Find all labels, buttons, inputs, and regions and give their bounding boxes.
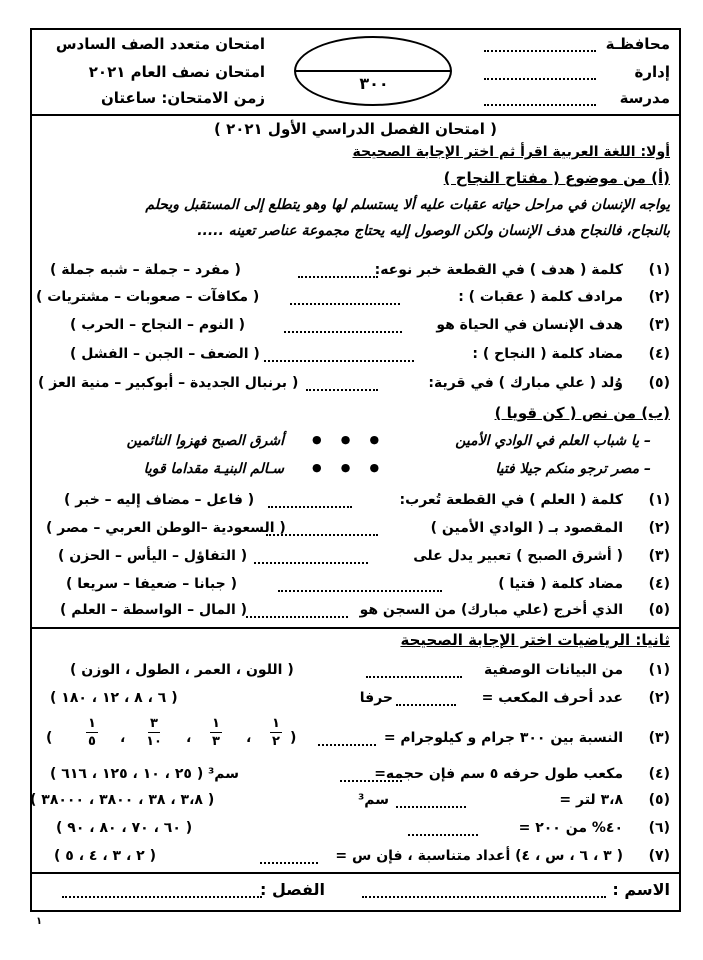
score-ellipse-divider bbox=[296, 70, 450, 72]
administration-label: إدارة bbox=[634, 63, 670, 81]
m-q5-number: (٥) bbox=[648, 792, 670, 808]
m-q3-close-paren: ) bbox=[46, 730, 53, 746]
b-q5-number: (٥) bbox=[648, 602, 670, 618]
passage-line-1: يواجه الإنسان في مراحل حياته عقبات عليه ألا يستسلم لها وهو يتطلع إلى المستقبل ويحلم bbox=[145, 197, 670, 213]
school-dots bbox=[484, 104, 596, 106]
governorate-dots bbox=[484, 50, 596, 52]
m-q3-sep-3: ، bbox=[120, 730, 126, 746]
student-name-label: الاسم : bbox=[612, 880, 670, 899]
verse-2-right: – مصر ترجو منكم جيلا فتيا bbox=[495, 461, 651, 477]
verse-2-separator: ● ● ● bbox=[312, 461, 380, 474]
m-q6-number: (٦) bbox=[648, 820, 670, 836]
page-number: ١ bbox=[36, 916, 43, 927]
a-q2-blank bbox=[290, 303, 400, 305]
a-q2-stem: مرادف كلمة ( عقبات ) : bbox=[458, 289, 623, 305]
a-q4-blank bbox=[264, 360, 414, 362]
header-separator bbox=[30, 114, 681, 116]
m-q3-stem: النسبة بين ٣٠٠ جرام و كيلوجرام = bbox=[383, 730, 623, 746]
class-field[interactable] bbox=[62, 896, 262, 898]
b-q1-number: (١) bbox=[648, 492, 670, 508]
m-q3-fraction-2-num: ١ bbox=[212, 716, 220, 731]
b-q1-stem: كلمة ( العلم ) في القطعة تُعرب: bbox=[399, 492, 623, 508]
total-score: ٣٠٠ bbox=[359, 74, 389, 93]
b-q4-choices: ( جبانا – ضعيفا – سريعا ) bbox=[66, 576, 237, 592]
m-q7-choices: ( ٢ ، ٣ ، ٤ ، ٥ ) bbox=[54, 848, 156, 864]
b-q1-choices: ( فاعل – مضاف إليه – خبر ) bbox=[64, 492, 255, 508]
m-q5-choices: ( ٣،٨ ، ٣٨ ، ٣٨٠٠ ، ٣٨٠٠٠ ) bbox=[30, 792, 215, 808]
m-q3-open-paren: ( bbox=[290, 730, 297, 746]
m-q2-choices: ( ٦ ، ٨ ، ١٢ ، ١٨٠ ) bbox=[50, 690, 178, 706]
footer-separator bbox=[30, 872, 681, 874]
m-q6-stem: ٤٠% من ٢٠٠ = bbox=[518, 820, 623, 836]
m-q4-stem: مكعب طول حرفه ٥ سم فإن حجمه= bbox=[374, 766, 623, 782]
m-q7-stem: ( ٣ ، ٦ ، س ، ٤) أعداد متناسبة ، فإن س = bbox=[335, 848, 623, 864]
m-q4-blank bbox=[340, 780, 402, 782]
a-q1-choices: ( مفرد – جملة – شبه جملة ) bbox=[50, 262, 241, 278]
a-q2-choices: ( مكافآت – صعوبات – مشتريات ) bbox=[36, 289, 260, 305]
m-q3-fraction-1 bbox=[268, 716, 284, 749]
a-q5-stem: وُلد ( علي مبارك ) في قرية: bbox=[428, 375, 623, 391]
math-section-title: ثانيا: الرياضيات اختر الإجابة الصحيحة bbox=[400, 631, 670, 649]
a-q4-choices: ( الضعف – الجبن – الفشل ) bbox=[70, 346, 260, 362]
b-q4-blank bbox=[278, 590, 442, 592]
b-q3-choices: ( التفاؤل – اليأس – الحزن ) bbox=[58, 548, 248, 564]
b-q5-stem: الذي أخرج (علي مبارك) من السجن هو bbox=[359, 602, 623, 618]
school-label: مدرسة bbox=[619, 89, 670, 107]
passage-line-2: بالنجاح، فالنجاح هدف الإنسان ولكن الوصول إليه يحتاج مجموعة عناصر تعينه ..... bbox=[197, 223, 670, 239]
exam-title: ( امتحان الفصل الدراسي الأول ٢٠٢١ ) bbox=[214, 120, 497, 138]
part-a-title: (أ) من موضوع ( مفتاح النجاح ) bbox=[443, 169, 670, 187]
arabic-section-title: أولا: اللغة العربية اقرأ ثم اختر الإجابة الصحيحة bbox=[352, 144, 670, 160]
a-q3-number: (٣) bbox=[648, 317, 670, 333]
a-q5-blank bbox=[306, 389, 378, 391]
a-q3-stem: هدف الإنسان في الحياة هو bbox=[436, 317, 623, 333]
m-q5-stem: ٣،٨ لتر = bbox=[559, 792, 623, 808]
verse-1-right: – يا شباب العلم في الوادي الأمين bbox=[455, 433, 651, 449]
m-q3-fraction-2-den: ٣ bbox=[212, 734, 220, 749]
m-q3-blank bbox=[318, 744, 376, 746]
part-b-title: (ب) من نص ( كن قويا ) bbox=[494, 404, 670, 422]
m-q7-blank bbox=[260, 862, 318, 864]
m-q2-blank bbox=[396, 704, 456, 706]
a-q1-blank bbox=[298, 276, 378, 278]
m-q3-fraction-3-den: ١٠ bbox=[146, 734, 162, 749]
m-q3-sep-1: ، bbox=[246, 730, 252, 746]
m-q3-fraction-3-num: ٣ bbox=[150, 716, 158, 731]
b-q2-stem: المقصود بـ ( الوادي الأمين ) bbox=[430, 520, 623, 536]
a-q3-blank bbox=[284, 331, 402, 333]
m-q3-fraction-4-den: ٥ bbox=[88, 734, 96, 749]
m-q3-fraction-1-den: ٢ bbox=[272, 734, 280, 749]
m-q3-fraction-4 bbox=[84, 716, 100, 749]
m-q2-number: (٢) bbox=[648, 690, 670, 706]
verse-1-separator: ● ● ● bbox=[312, 433, 380, 446]
m-q4-choices: سم³ ( ٢٥ ، ١٠ ، ١٢٥ ، ٦١٦ ) bbox=[50, 766, 240, 782]
m-q3-number: (٣) bbox=[648, 730, 670, 746]
b-q5-blank bbox=[246, 616, 348, 618]
m-q1-choices: ( اللون ، العمر ، الطول ، الوزن ) bbox=[70, 662, 294, 678]
b-q3-blank bbox=[254, 562, 368, 564]
a-q5-choices: ( برنبال الجديدة – أبوكبير – منية العز ) bbox=[38, 375, 299, 391]
verse-1-left: أشرق الصبح فهزوا النائمين bbox=[126, 433, 284, 449]
governorate-label: محافظـة bbox=[605, 35, 670, 53]
m-q1-number: (١) bbox=[648, 662, 670, 678]
m-q3-sep-2: ، bbox=[186, 730, 192, 746]
b-q5-choices: ( المال – الواسطة – العلم ) bbox=[60, 602, 248, 618]
m-q4-number: (٤) bbox=[648, 766, 670, 782]
a-q2-number: (٢) bbox=[648, 289, 670, 305]
b-q4-number: (٤) bbox=[648, 576, 670, 592]
student-name-field[interactable] bbox=[362, 896, 606, 898]
m-q7-number: (٧) bbox=[648, 848, 670, 864]
m-q3-fraction-3 bbox=[146, 716, 162, 749]
b-q3-stem: ( أشرق الصبح ) تعبير يدل على bbox=[413, 548, 623, 564]
a-q1-stem: كلمة ( هدف ) في القطعة خبر نوعه: bbox=[374, 262, 623, 278]
m-q2-suffix: حرفا bbox=[359, 690, 393, 706]
exam-type-line: امتحان متعدد الصف السادس bbox=[55, 35, 265, 53]
verse-2-left: سـالم البنيـة مقداما قويا bbox=[143, 461, 284, 477]
math-separator bbox=[30, 627, 681, 629]
exam-term-line: امتحان نصف العام ٢٠٢١ bbox=[88, 63, 265, 81]
m-q3-fraction-2 bbox=[208, 716, 224, 749]
m-q6-choices: ( ٦٠ ، ٧٠ ، ٨٠ ، ٩٠ ) bbox=[56, 820, 193, 836]
b-q2-number: (٢) bbox=[648, 520, 670, 536]
a-q4-number: (٤) bbox=[648, 346, 670, 362]
administration-dots bbox=[484, 78, 596, 80]
m-q1-blank bbox=[366, 676, 462, 678]
a-q1-number: (١) bbox=[648, 262, 670, 278]
b-q3-number: (٣) bbox=[648, 548, 670, 564]
b-q2-choices: ( السعودية –الوطن العربي – مصر ) bbox=[46, 520, 286, 536]
b-q1-blank bbox=[268, 506, 352, 508]
m-q3-fraction-4-num: ١ bbox=[88, 716, 96, 731]
m-q2-stem: عدد أحرف المكعب = bbox=[481, 690, 623, 706]
a-q5-number: (٥) bbox=[648, 375, 670, 391]
a-q3-choices: ( النوم – النجاح – الحرب ) bbox=[70, 317, 245, 333]
b-q4-stem: مضاد كلمة ( فتيا ) bbox=[498, 576, 623, 592]
class-label: الفصل : bbox=[259, 880, 325, 899]
a-q4-stem: مضاد كلمة ( النجاح ) : bbox=[472, 346, 623, 362]
m-q6-blank bbox=[408, 834, 478, 836]
exam-duration-line: زمن الامتحان: ساعتان bbox=[100, 89, 265, 107]
m-q3-fraction-1-num: ١ bbox=[272, 716, 280, 731]
m-q1-stem: من البيانات الوصفية bbox=[484, 662, 623, 678]
m-q5-blank bbox=[396, 806, 466, 808]
m-q5-unit: سم³ bbox=[358, 792, 389, 808]
